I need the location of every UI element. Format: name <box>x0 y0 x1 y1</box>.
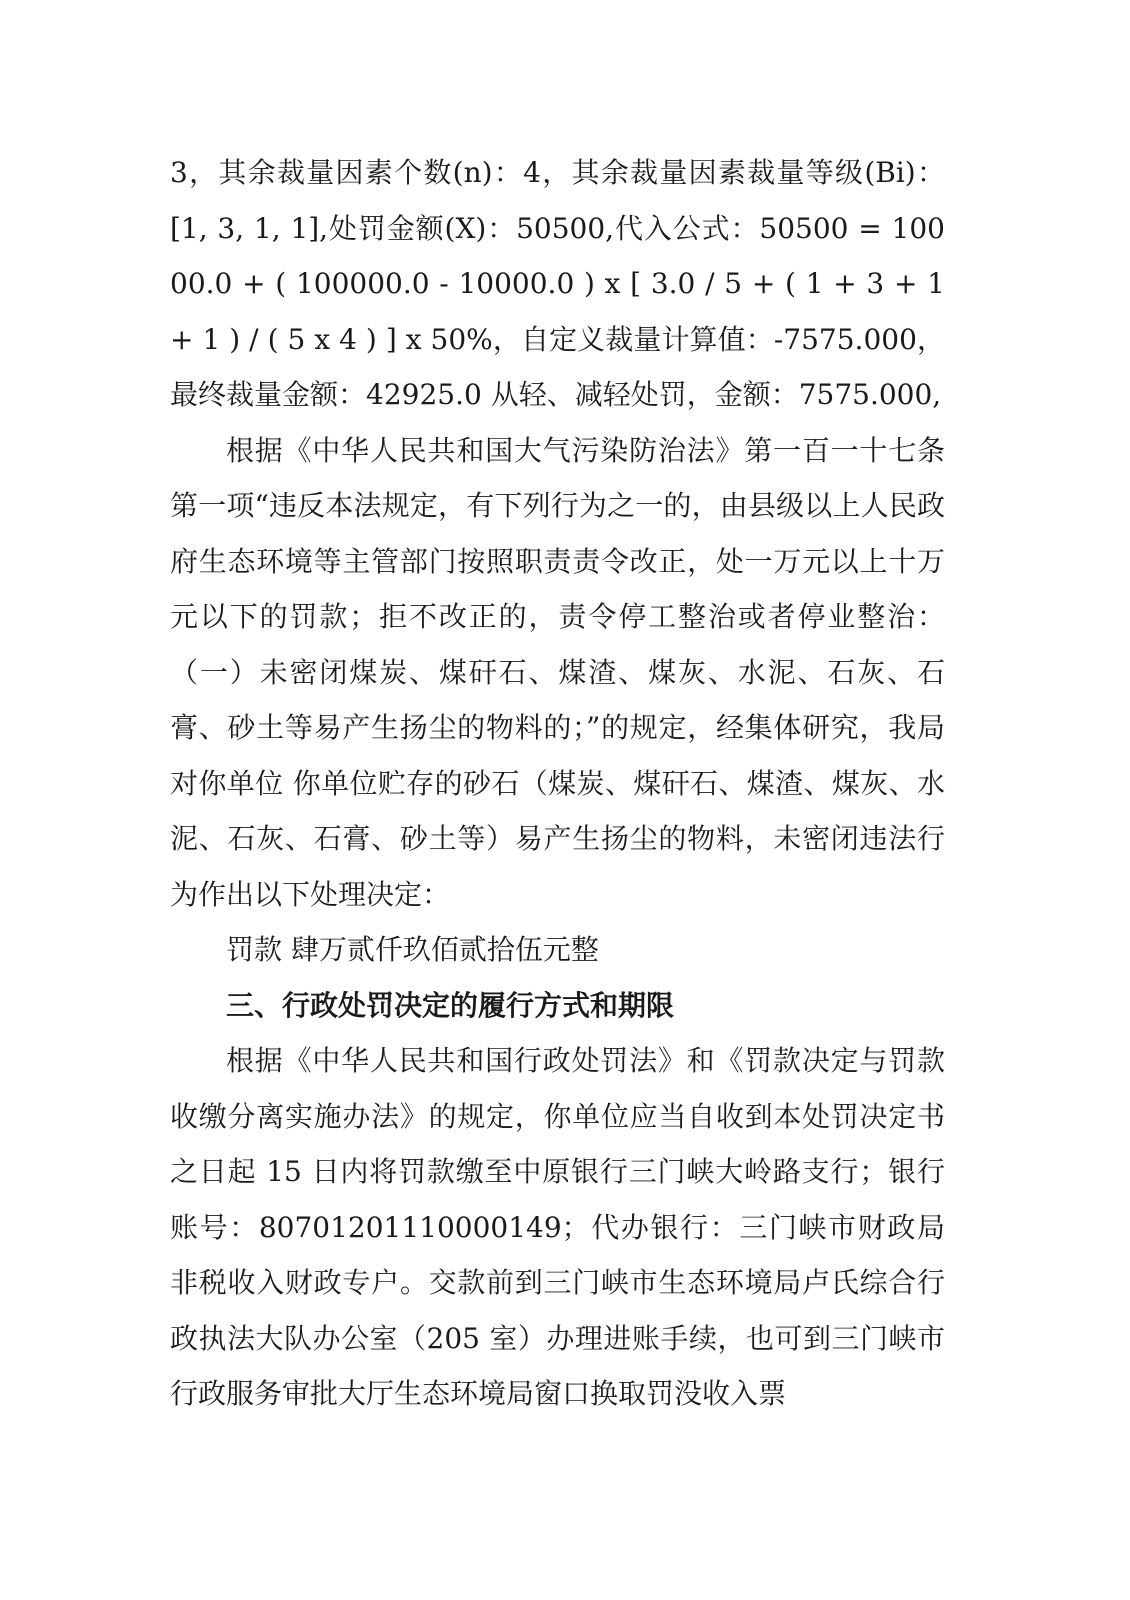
paragraph-payment-instructions: 根据《中华人民共和国行政处罚法》和《罚款决定与罚款收缴分离实施办法》的规定，你单位应当自收到本处罚决定书之日起 15 日内将罚款缴至中原银行三门峡大岭路支行；银行账号：80701201110000149；代办银行：三门峡市财政局非税收入财政专户。交款前到三门峡市生态环境局卢氏综合行政执法大队办公室（205 室）办理进账手续，也可到三门峡市行政服务审批大厅生态环境局窗口换取罚没收入票 <box>170 1044 945 1410</box>
document-body <box>170 145 945 1422</box>
paragraph-penalty-amount: 罚款 肆万贰仟玖佰贰拾伍元整 <box>226 933 599 966</box>
paragraph-formula-calculation: 3，其余裁量因素个数(n)：4，其余裁量因素裁量等级(Bi)：[1, 3, 1, 1],处罚金额(X)：50500,代入公式：50500 = 10000.0 + ( 100000.0 - 10000.0 ) x [ 3.0 / 5 + ( 1 + 3 + 1 + 1 ) / ( 5 x 4 ) ] x 50%，自定义裁量计算值：-7575.000，最终裁量金额：42925.0 从轻、减轻处罚，金额：7575.000, <box>170 156 945 411</box>
section-heading-payment-method: 三、行政处罚决定的履行方式和期限 <box>226 988 675 1022</box>
paragraph-legal-basis: 根据《中华人民共和国大气污染防治法》第一百一十七条第一项“违反本法规定，有下列行为之一的，由县级以上人民政府生态环境等主管部门按照职责责令改正，处一万元以上十万元以下的罚款；拒不改正的，责令停工整治或者停业整治：（一）未密闭煤炭、煤矸石、煤渣、煤灰、水泥、石灰、石膏、砂土等易产生扬尘的物料的；”的规定，经集体研究，我局对你单位 你单位贮存的砂石（煤炭、煤矸石、煤渣、煤灰、水泥、石灰、石膏、砂土等）易产生扬尘的物料，未密闭违法行为作出以下处理决定： <box>170 433 945 911</box>
